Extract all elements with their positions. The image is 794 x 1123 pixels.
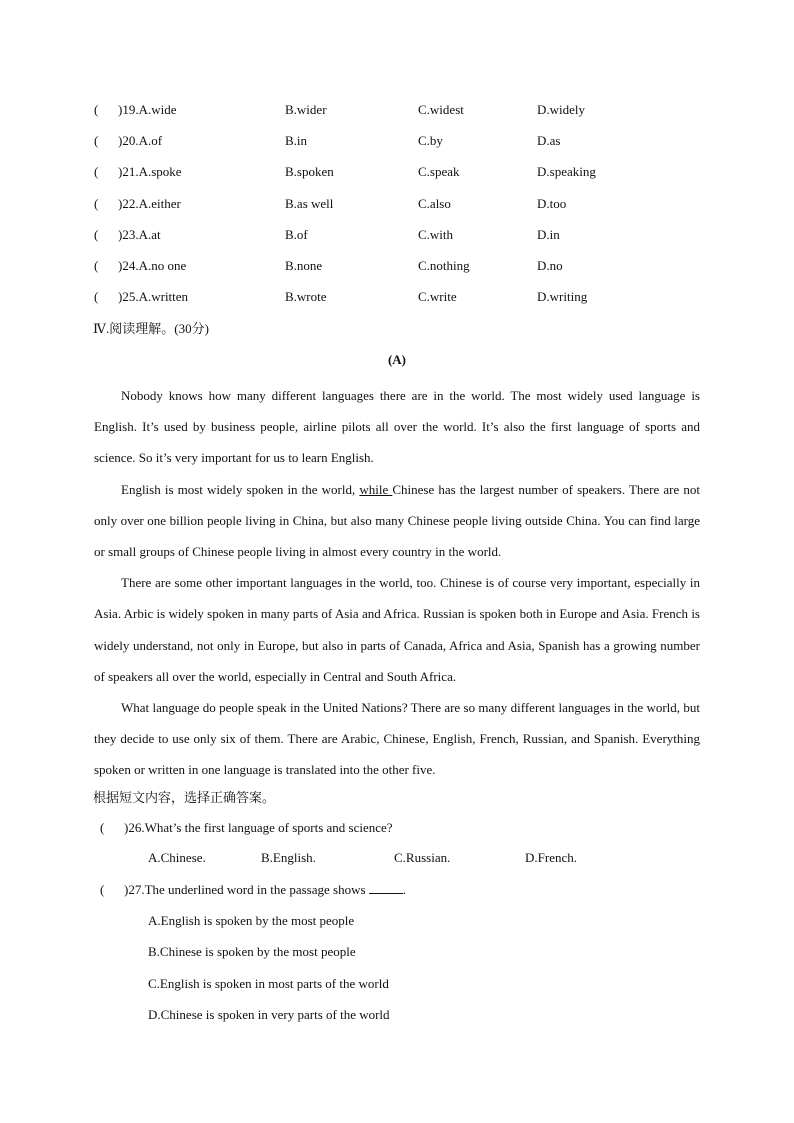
answer-paren: ( — [94, 164, 99, 179]
question-text: )26.What’s the first language of sports and science? — [124, 820, 393, 835]
question-number: )24. — [118, 258, 139, 273]
mc-question-24 — [94, 256, 714, 276]
option-b: B.as well — [285, 196, 334, 211]
answer-paren: ( — [94, 289, 99, 304]
question-number: )22. — [118, 196, 139, 211]
option-d: D.speaking — [537, 164, 596, 179]
option-a: A.wide — [138, 102, 177, 117]
question-number: )19. — [118, 102, 139, 117]
answer-paren: ( — [94, 102, 99, 117]
reading-passage — [94, 380, 700, 786]
option-d: D.French. — [525, 850, 577, 865]
option-d: D.no — [537, 258, 563, 273]
option-a: A.of — [138, 133, 163, 148]
question-26 — [100, 818, 393, 838]
option-d: D.widely — [537, 102, 586, 117]
answer-paren: ( — [94, 133, 99, 148]
answer-blank — [369, 881, 403, 894]
option-b: B.Chinese is spoken by the most people — [148, 944, 356, 959]
option-b: B.spoken — [285, 164, 334, 179]
mc-question-19 — [94, 100, 714, 120]
mc-question-23 — [94, 225, 714, 245]
option-c: C.also — [418, 196, 451, 211]
answer-paren: ( — [100, 882, 105, 897]
option-d: D.writing — [537, 289, 588, 304]
passage-paragraph-3: There are some other important languages in the world, too. Chinese is of course very important, especially in Asia. Arbic is widely spoken in many parts of Asia and Africa. Russian is spoken both in Europe and Asia. French is widely understand, not only in Europe, but also in parts of Canada, Africa and Asia, Spanish has a growing number of speakers all over the world, especially in Central and South Africa. — [94, 575, 700, 684]
passage-title: (A) — [387, 352, 407, 367]
option-d: D.as — [537, 133, 561, 148]
mc-question-21 — [94, 162, 714, 182]
instruction: 根据短文内容，选择正确答案。 — [93, 790, 276, 805]
option-b: B.of — [285, 227, 308, 242]
question-27: ( )27.The underlined word in the passage shows . — [100, 880, 406, 900]
option-c: C.nothing — [418, 258, 470, 273]
mc-question-20 — [94, 131, 714, 151]
option-b: B.English. — [261, 850, 316, 865]
option-d: D.in — [537, 227, 560, 242]
passage-paragraph-2: English is most widely spoken in the world, while Chinese has the largest number of speakers. There are not only over one billion people living in China, but also many Chinese people living outside China. You can find large or small groups of Chinese people living in almost every country in the world. — [94, 481, 700, 560]
option-a: A.English is spoken by the most people — [148, 913, 355, 928]
answer-paren: ( — [94, 258, 99, 273]
option-a: A.either — [138, 196, 181, 211]
section-title: Ⅳ.阅读理解。(30分) — [93, 321, 209, 336]
option-b: B.none — [285, 258, 323, 273]
option-a: A.at — [138, 227, 161, 242]
option-b: B.wrote — [285, 289, 327, 304]
question-number: )25. — [118, 289, 139, 304]
question-number: )21. — [118, 164, 139, 179]
option-c: C.Russian. — [394, 850, 451, 865]
option-c: C.widest — [418, 102, 464, 117]
option-c: C.with — [418, 227, 454, 242]
option-a: A.no one — [138, 258, 187, 273]
option-c: C.English is spoken in most parts of the world — [148, 976, 389, 991]
option-c: C.by — [418, 133, 443, 148]
mc-question-22 — [94, 194, 714, 214]
option-a: A.spoke — [138, 164, 182, 179]
passage-paragraph-1: Nobody knows how many different languages there are in the world. The most widely used language is English. It’s used by business people, airline pilots all over the world. It’s also the first language of sports and science. So it’s very important for us to learn English. — [94, 388, 700, 466]
question-number: )23. — [118, 227, 139, 242]
mc-question-25 — [94, 287, 714, 307]
question-number: )20. — [118, 133, 139, 148]
question-26-options — [148, 848, 668, 868]
option-c: C.speak — [418, 164, 460, 179]
option-a: A.Chinese. — [148, 850, 206, 865]
question-text: )27.The underlined word in the passage shows — [124, 882, 369, 897]
option-c: C.write — [418, 289, 457, 304]
underlined-word: while — [359, 481, 393, 497]
option-b: B.wider — [285, 102, 327, 117]
answer-paren: ( — [100, 820, 105, 835]
option-a: A.written — [138, 289, 189, 304]
option-b: B.in — [285, 133, 308, 148]
answer-paren: ( — [94, 227, 99, 242]
answer-paren: ( — [94, 196, 99, 211]
passage-paragraph-4: What language do people speak in the United Nations? There are so many different languages in the world, but they decide to use only six of them. There are Arabic, Chinese, English, French, Russian, and Spanish. Everything spoken or written in one language is translated into the other five. — [94, 700, 700, 778]
option-d: D.too — [537, 196, 567, 211]
option-d: D.Chinese is spoken in very parts of the world — [148, 1007, 390, 1022]
